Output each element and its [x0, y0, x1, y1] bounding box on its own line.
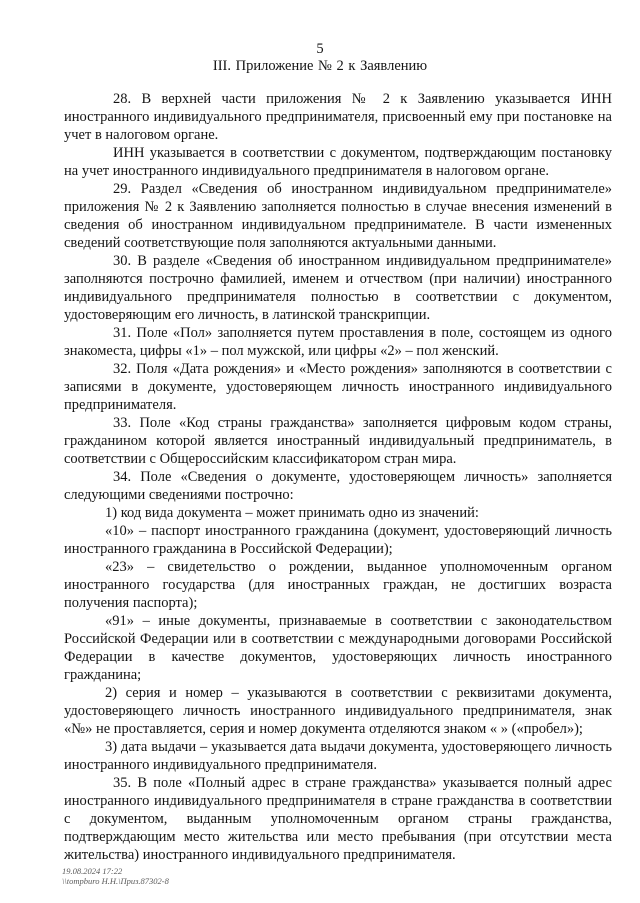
footer-path: \\tompburo Н.Н.\Приз.87302-8 [62, 876, 169, 886]
paragraph-33: 33. Поле «Код страны гражданства» заполняется цифровым кодом страны, гражданином которой является иностранный индивидуальный предприниматель, в соответствии с Общероссийским классификатором стран мира. [64, 415, 612, 467]
paragraph-28: 28. В верхней части приложения № 2 к Заявлению указывается ИНН иностранного индивидуального предпринимателя, присвоенный ему при постановке на учет в налоговом органе. [64, 91, 612, 143]
list-item-code-10: «10» – паспорт иностранного гражданина (документ, удостоверяющий личность иностранного гражданина в Российской Федерации); [64, 523, 612, 557]
paragraph-32: 32. Поля «Дата рождения» и «Место рождения» заполняются в соответствии с записями в документе, удостоверяющем личность иностранного индивидуального предпринимателя. [64, 361, 612, 413]
list-item-code-91: «91» – иные документы, признаваемые в соответствии с законодательством Российской Федерации или в соответствии с международными договорами Российской Федерации в качестве документов, удостоверяющих личность иностранного гражданина; [64, 613, 612, 683]
paragraph-34: 34. Поле «Сведения о документе, удостоверяющем личность» заполняется следующими сведениями построчно: [64, 469, 612, 503]
paragraph-29: 29. Раздел «Сведения об иностранном индивидуальном предпринимателе» приложения № 2 к Заявлению заполняется полностью в случае внесения изменений в сведения об иностранном индивидуальном предпринимателе. В части измененных сведений соответствующие поля заполняются актуальными данными. [64, 181, 612, 251]
list-item-document-code: 1) код вида документа – может принимать одно из значений: [105, 505, 479, 521]
page-number: 5 [316, 41, 324, 57]
paragraph-35: 35. В поле «Полный адрес в стране гражданства» указывается полный адрес иностранного индивидуального предпринимателя в стране гражданства в соответствии с документом, выданным уполномоченным органом страны гражданства, подтверждающим место жительства или место пребывания (при отсутствии места жительства) иностранного индивидуального предпринимателя. [64, 775, 612, 863]
list-item-issue-date: 3) дата выдачи – указывается дата выдачи документа, удостоверяющего личность иностранного индивидуального предпринимателя. [64, 739, 612, 773]
footer-stamp [62, 866, 169, 886]
paragraph-31: 31. Поле «Пол» заполняется путем проставления в поле, состоящем из одного знакоместа, цифры «1» – пол мужской, или цифры «2» – пол женский. [64, 325, 612, 359]
paragraph-28-inn: ИНН указывается в соответствии с документом, подтверждающим постановку на учет иностранного индивидуального предпринимателя в налоговом органе. [64, 145, 612, 179]
document-body [64, 90, 612, 864]
paragraph-30: 30. В разделе «Сведения об иностранном индивидуальном предпринимателе» заполняются построчно фамилией, именем и отчеством (при наличии) иностранного индивидуального предпринимателя полностью в соответствии с документом, удостоверяющим его личность, в латинской транскрипции. [64, 253, 612, 323]
list-item-series-number: 2) серия и номер – указываются в соответствии с реквизитами документа, удостоверяющего личность иностранного индивидуального предпринимателя, знак «№» не проставляется, серия и номер документа отделяются знаком « » («пробел»); [64, 685, 612, 737]
list-item-code-23: «23» – свидетельство о рождении, выданное уполномоченным органом иностранного государства (для иностранных граждан, не достигших возраста получения паспорта); [64, 559, 612, 611]
footer-date: 19.08.2024 17:22 [62, 866, 123, 876]
section-title: III. Приложение № 2 к Заявлению [212, 58, 428, 74]
